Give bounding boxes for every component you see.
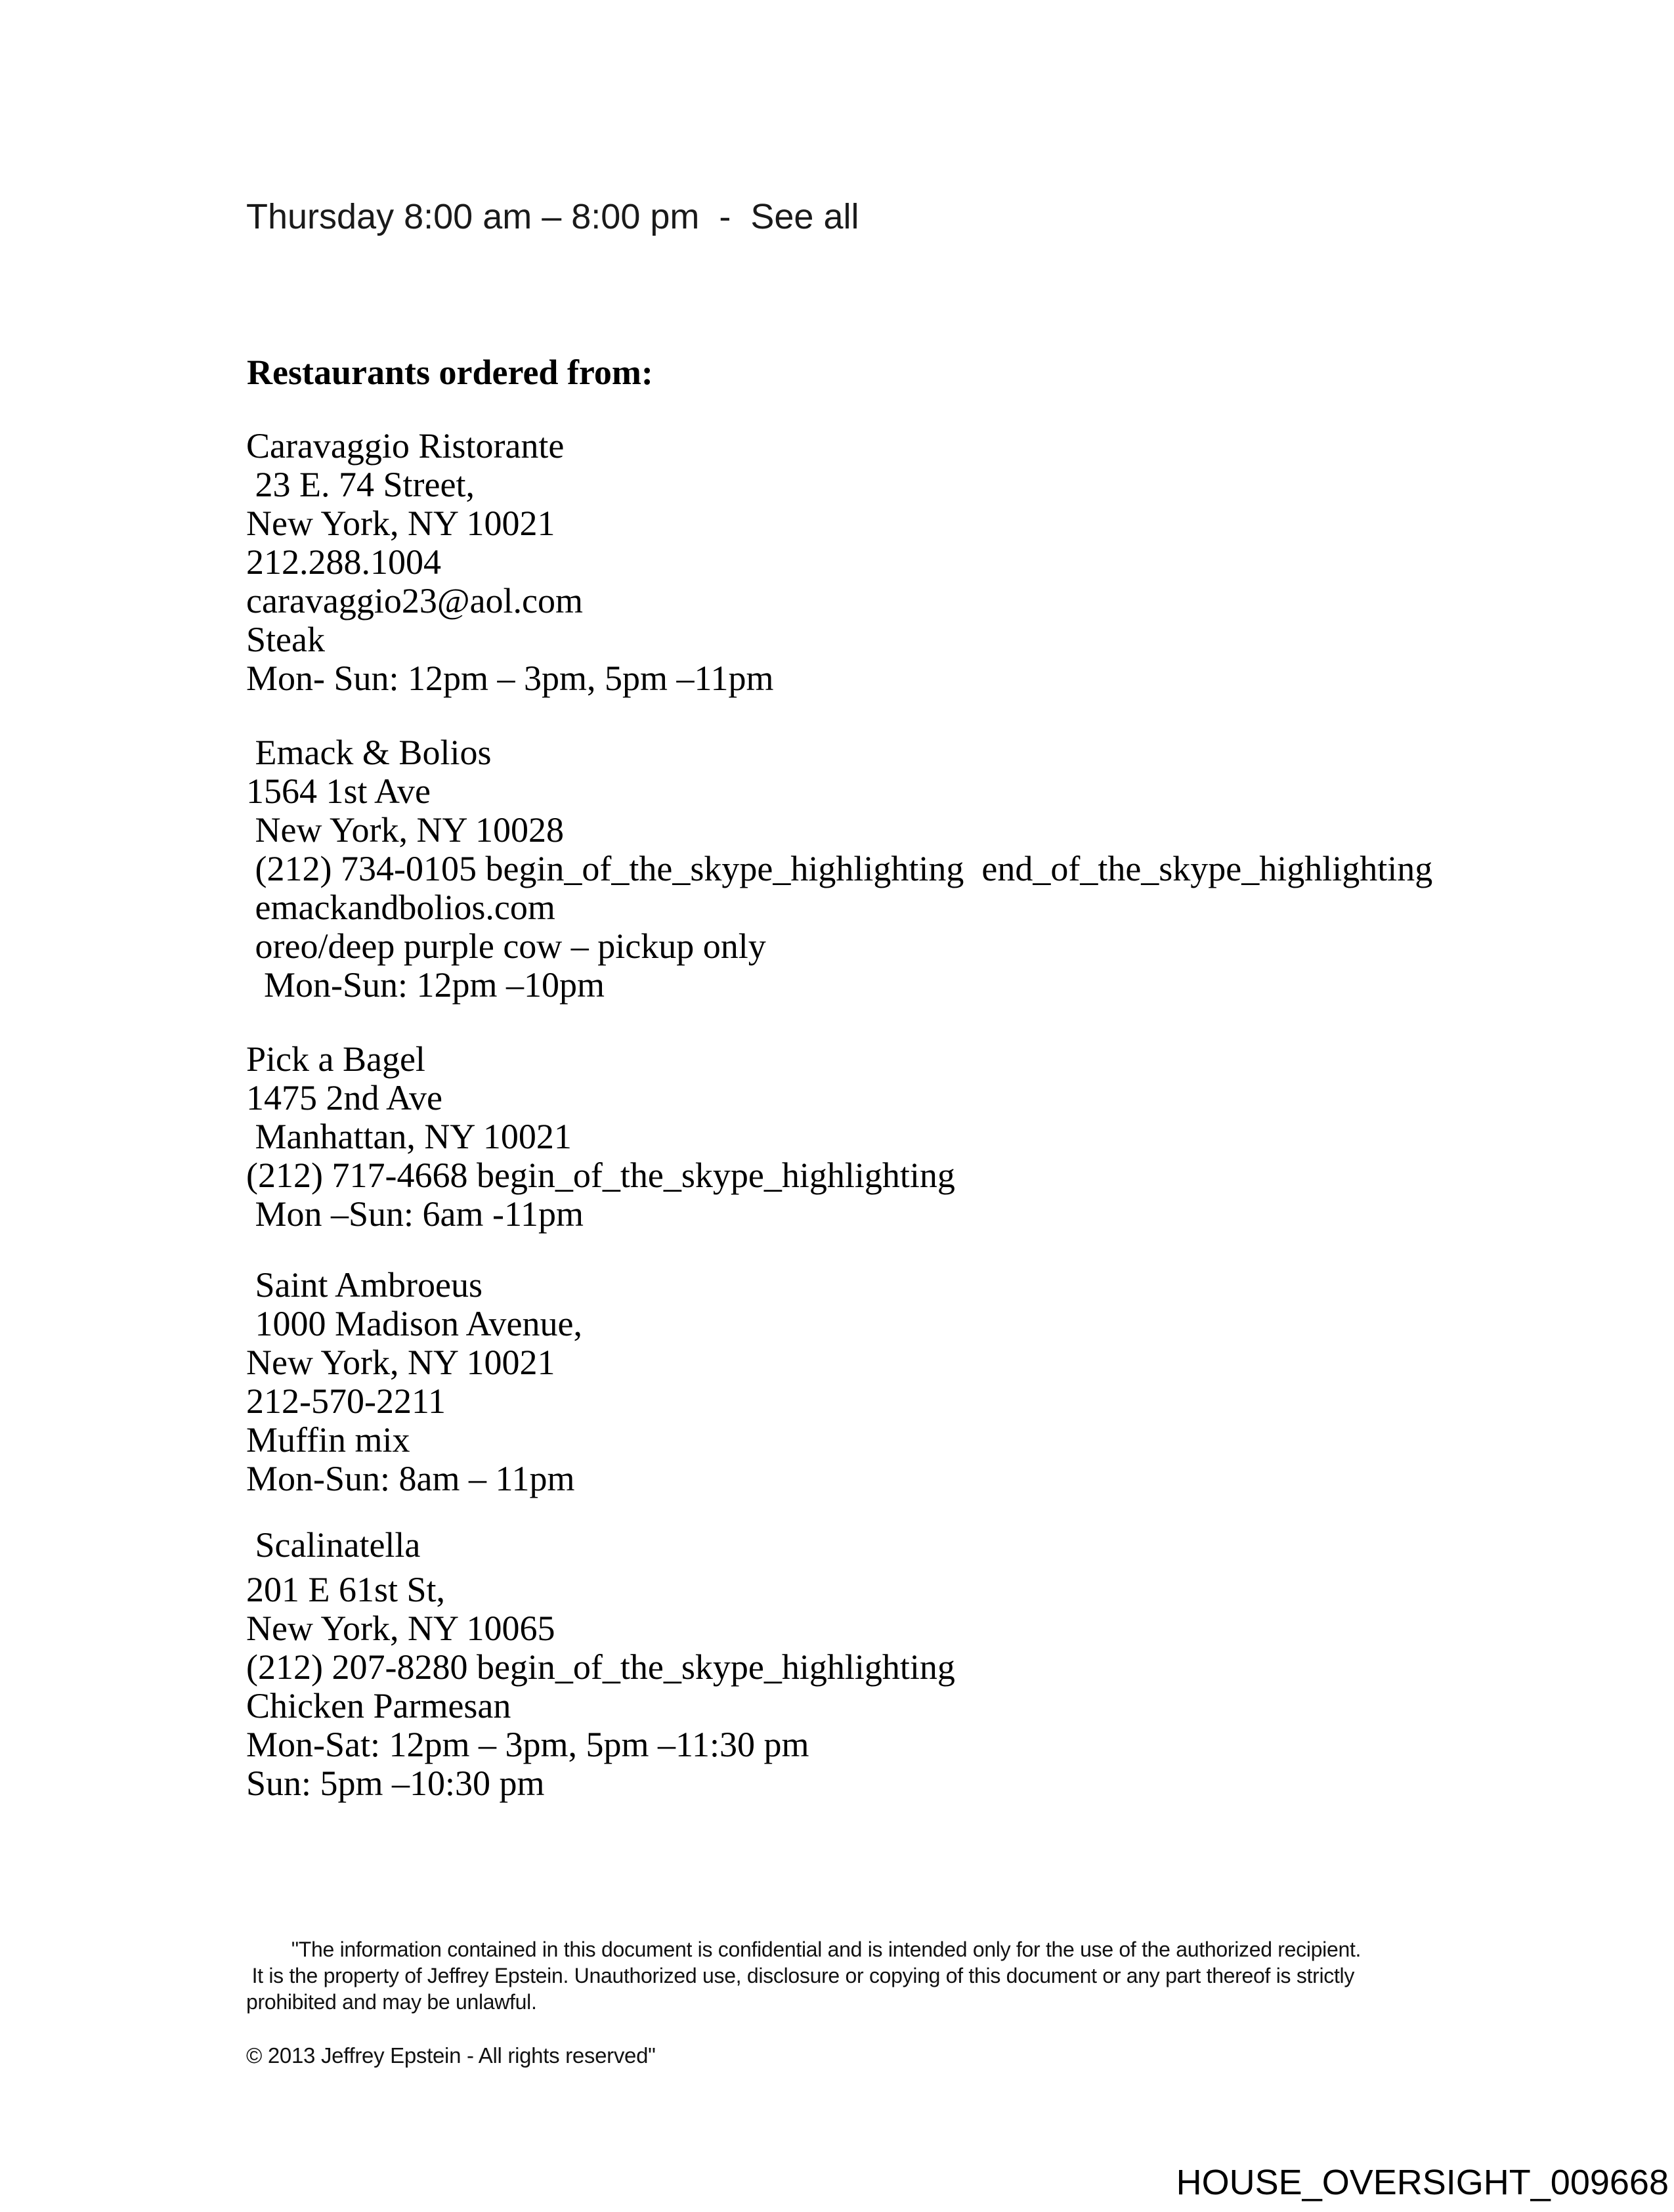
hours-line: Thursday 8:00 am – 8:00 pm - See all (246, 197, 859, 236)
restaurant-line: Pick a Bagel (246, 1039, 425, 1079)
restaurant-line: Muffin mix (246, 1420, 410, 1460)
restaurant-line: Sun: 5pm –10:30 pm (246, 1764, 545, 1803)
disclaimer-line: "The information contained in this document is confidential and is intended only for the use of the authorized recipient. (246, 1938, 1362, 1961)
restaurant-line: 212.288.1004 (246, 542, 441, 582)
restaurant-line: Emack & Bolios (246, 733, 492, 772)
disclaimer-line: prohibited and may be unlawful. (246, 1990, 537, 2014)
restaurant-line: (212) 717-4668 begin_of_the_skype_highlighting (246, 1156, 955, 1195)
copyright-line: © 2013 Jeffrey Epstein - All rights reserved" (246, 2043, 656, 2068)
restaurant-line: 212-570-2211 (246, 1381, 446, 1421)
confidentiality-disclaimer (246, 1936, 1361, 2015)
restaurant-line: oreo/deep purple cow – pickup only (246, 926, 766, 966)
restaurant-line: New York, NY 10021 (246, 1343, 555, 1382)
restaurant-line: New York, NY 10021 (246, 504, 555, 543)
restaurant-block (246, 1526, 955, 1803)
restaurant-line: Chicken Parmesan (246, 1686, 511, 1725)
restaurant-line: Caravaggio Ristorante (246, 426, 565, 466)
restaurant-line: Mon- Sun: 12pm – 3pm, 5pm –11pm (246, 659, 774, 698)
restaurant-line: 1475 2nd Ave (246, 1078, 442, 1117)
restaurant-line: 201 E 61st St, (246, 1570, 446, 1609)
restaurant-line: Steak (246, 620, 325, 659)
restaurant-line: Mon-Sun: 8am – 11pm (246, 1459, 575, 1498)
restaurant-line: caravaggio23@aol.com (246, 581, 584, 620)
restaurant-block (246, 427, 774, 698)
section-title: Restaurants ordered from: (247, 353, 653, 392)
bates-number: HOUSE_OVERSIGHT_009668 (1176, 2163, 1669, 2202)
restaurant-block (246, 1266, 582, 1498)
restaurant-line: 1564 1st Ave (246, 771, 431, 811)
restaurant-block (246, 1040, 955, 1234)
restaurant-line: Mon-Sat: 12pm – 3pm, 5pm –11:30 pm (246, 1725, 809, 1764)
restaurant-line: New York, NY 10028 (246, 810, 565, 850)
restaurant-line: 23 E. 74 Street, (246, 465, 475, 504)
restaurant-line: Mon-Sun: 12pm –10pm (246, 965, 605, 1005)
restaurant-line: (212) 207-8280 begin_of_the_skype_highlighting (246, 1647, 955, 1687)
restaurant-line: Scalinatella (246, 1525, 421, 1565)
restaurant-line: Manhattan, NY 10021 (246, 1117, 572, 1156)
restaurant-line: New York, NY 10065 (246, 1609, 555, 1648)
restaurant-line: Mon –Sun: 6am -11pm (246, 1194, 584, 1234)
restaurant-block (246, 733, 1432, 1005)
restaurant-line: 1000 Madison Avenue, (246, 1304, 582, 1343)
restaurant-line: Saint Ambroeus (246, 1265, 483, 1305)
disclaimer-line: It is the property of Jeffrey Epstein. Unauthorized use, disclosure or copying of this document or any part thereof is strictly (246, 1964, 1355, 1987)
restaurant-line: emackandbolios.com (246, 888, 555, 927)
restaurant-line: (212) 734-0105 begin_of_the_skype_highlighting end_of_the_skype_highlighting (246, 849, 1433, 888)
